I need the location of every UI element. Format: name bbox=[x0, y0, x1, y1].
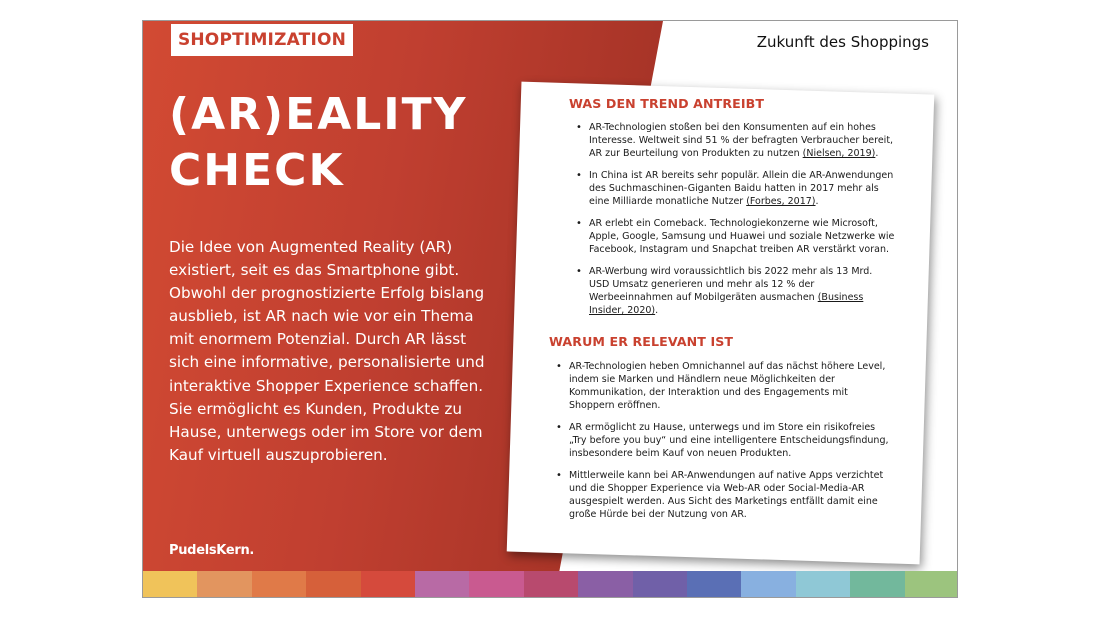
brand-label-box bbox=[171, 24, 353, 56]
source-link[interactable]: (Nielsen, 2019) bbox=[802, 148, 876, 159]
trend-item: • In China ist AR bereits sehr populär. Allein die AR-Anwendungen des Suchmaschinen-Giganten Baidu hatten in 2017 mehr als eine Milliarde monatliche Nutzer (Forbes, 2017). bbox=[575, 169, 895, 208]
source-link[interactable]: (Business Insider, 2020) bbox=[589, 292, 864, 316]
intro-paragraph: Die Idee von Augmented Reality (AR) existiert, seit es das Smartphone gibt. Obwohl der prognostizierte Erfolg bislang ausblieb, ist AR nach wie vor ein Thema mit enormem Potenzial. Durch AR lässt sich eine informative, personalisierte und interaktive Shopper Experience schaffen. Sie ermöglicht es Kunden, Produkte zu Hause, unterwegs oder im Store vor dem Kauf virtuell auszuprobieren. bbox=[169, 238, 485, 464]
color-swatch-5 bbox=[361, 571, 415, 597]
source-link[interactable]: (Forbes, 2017) bbox=[746, 196, 816, 207]
trend-item: • AR-Werbung wird voraussichtlich bis 2022 mehr als 13 Mrd. USD Umsatz generieren und mehr als 12 % der Werbeeinnahmen auf Mobilgeräten ausmachen (Business Insider, 2020). bbox=[575, 265, 895, 317]
color-swatch-3 bbox=[252, 571, 306, 597]
trend-list bbox=[575, 121, 895, 326]
color-strip bbox=[143, 571, 958, 597]
relevance-section-title: WARUM ER RELEVANT IST bbox=[549, 334, 734, 349]
relevance-item: • AR ermöglicht zu Hause, unterwegs und im Store ein risikofreies „Try before you buy“ und eine intelligentere Entscheidungsfindung, insbesondere beim Kauf von neuen Produkten. bbox=[555, 421, 890, 460]
topic-label: Zukunft des Shoppings bbox=[756, 33, 929, 51]
color-swatch-14 bbox=[850, 571, 904, 597]
color-swatch-13 bbox=[796, 571, 850, 597]
color-swatch-6 bbox=[415, 571, 469, 597]
pudelskern-logo: PudelsKern. bbox=[169, 543, 255, 558]
color-swatch-15 bbox=[905, 571, 958, 597]
trend-item: • AR erlebt ein Comeback. Technologiekonzerne wie Microsoft, Apple, Google, Samsung und Huawei und soziale Netzwerke wie Facebook, Instagram und Snapchat treiben AR verstärkt voran. bbox=[575, 217, 895, 256]
trend-section-title: WAS DEN TREND ANTREIBT bbox=[569, 96, 765, 111]
headline-line-2: CHECK bbox=[169, 145, 345, 196]
color-swatch-9 bbox=[578, 571, 632, 597]
color-swatch-7 bbox=[469, 571, 523, 597]
color-swatch-1 bbox=[143, 571, 197, 597]
color-swatch-8 bbox=[524, 571, 578, 597]
headline-line-1: (AR)EALITY bbox=[169, 89, 468, 140]
relevance-item: • Mittlerweile kann bei AR-Anwendungen auf native Apps verzichtet und die Shopper Experience via Web-AR oder Social-Media-AR ausgespielt werden. Aus Sicht des Marketings entfällt damit eine große Hürde bei der Nutzung von AR. bbox=[555, 469, 890, 521]
trend-item: • AR-Technologien stoßen bei den Konsumenten auf ein hohes Interesse. Weltweit sind 51 % der befragten Verbraucher bereit, AR zur Beurteilung von Produkten zu nutzen (Nielsen, 2019). bbox=[575, 121, 895, 160]
color-swatch-11 bbox=[687, 571, 741, 597]
relevance-list bbox=[555, 360, 890, 530]
color-swatch-12 bbox=[741, 571, 795, 597]
relevance-item: • AR-Technologien heben Omnichannel auf das nächst höhere Level, indem sie Marken und Händlern neue Möglichkeiten der Kommunikation, der Interaktion und des Engagements mit Shoppern eröffnen. bbox=[555, 360, 890, 412]
color-swatch-10 bbox=[633, 571, 687, 597]
color-swatch-2 bbox=[197, 571, 251, 597]
brand-label: SHOPTIMIZATION bbox=[177, 30, 347, 50]
color-swatch-4 bbox=[306, 571, 360, 597]
headline bbox=[169, 87, 468, 199]
slide bbox=[142, 20, 958, 598]
